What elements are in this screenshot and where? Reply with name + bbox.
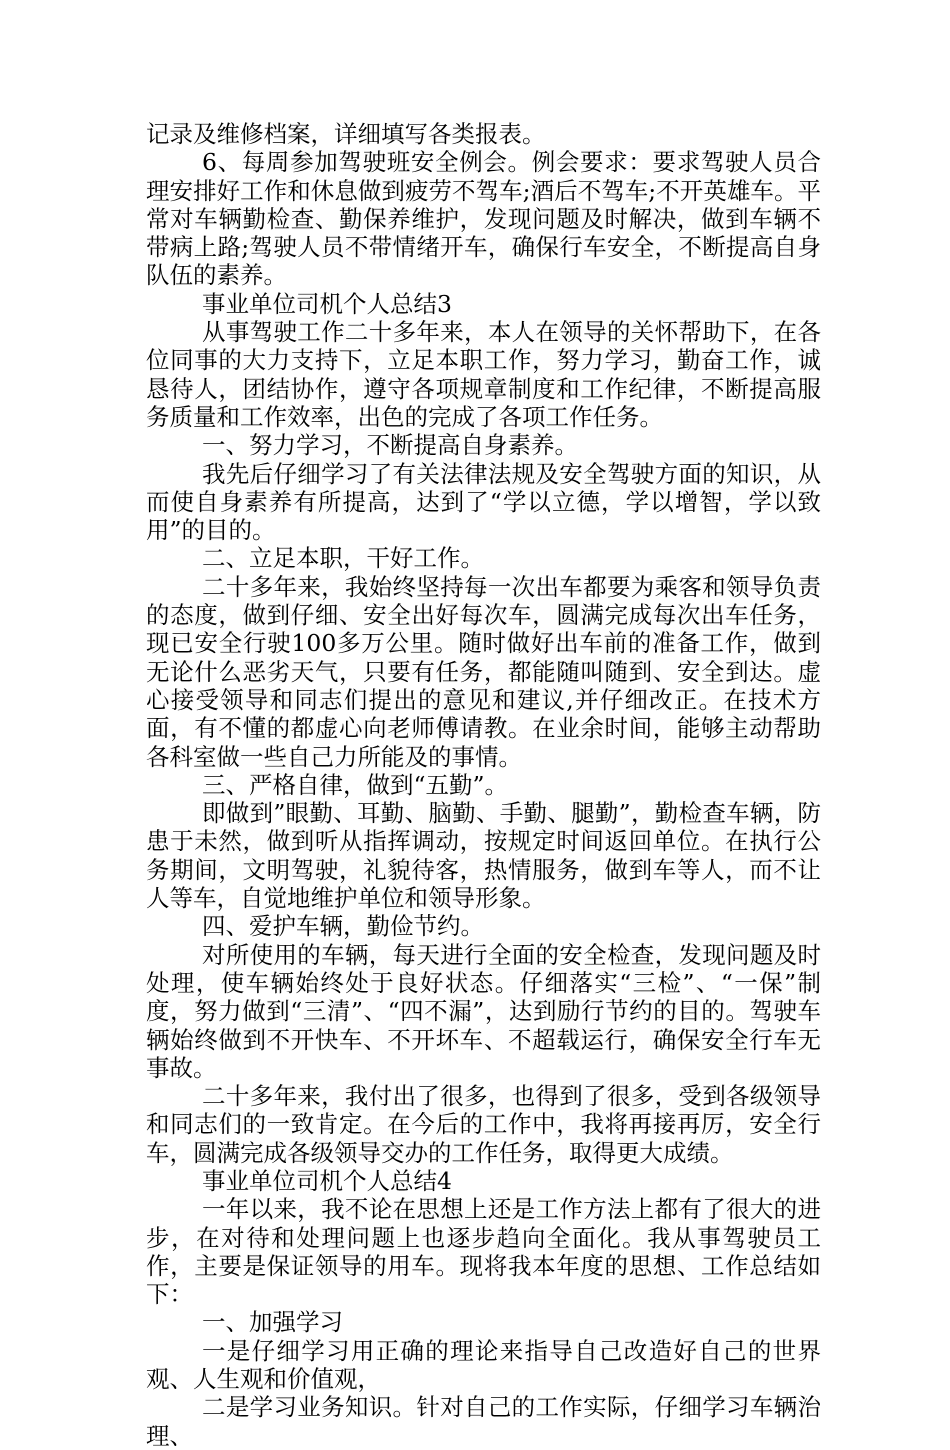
- paragraph: 6、每周参加驾驶班安全例会。例会要求：要求驾驶人员合理安排好工作和休息做到疲劳不驾车;酒后不驾车;不开英雄车。平常对车辆勤检查、勤保养维护，发现问题及时解决，做到车辆不带病上路;驾驶人员不带情绪开车，确保行车安全，不断提高自身队伍的素养。: [146, 148, 821, 290]
- paragraph: 对所使用的车辆，每天进行全面的安全检查，发现问题及时处理，使车辆始终处于良好状态。仔细落实“三检”、“一保”制度，努力做到“三清”、“四不漏”，达到励行节约的目的。驾驶车辆始终做到不开快车、不开坏车、不超载运行，确保安全行车无事故。: [146, 940, 821, 1082]
- paragraph: 一是仔细学习用正确的理论来指导自己改造好自己的世界观、人生观和价值观，: [146, 1336, 821, 1394]
- section-heading: 事业单位司机个人总结3: [202, 289, 452, 318]
- subheading: 二、立足本职，干好工作。: [202, 544, 484, 573]
- paragraph: 二是学习业务知识。针对自己的工作实际，仔细学习车辆治理、: [146, 1393, 821, 1450]
- paragraph: 二十多年来，我始终坚持每一次出车都要为乘客和领导负责的态度，做到仔细、安全出好每次车，圆满完成每次出车任务，现已安全行驶100多万公里。随时做好出车前的准备工作，做到无论什么恶劣天气，只要有任务，都能随叫随到、安全到达。虚心接受领导和同志们提出的意见和建议,并仔细改正。在技术方面，有不懂的都虚心向老师傅请教。在业余时间，能够主动帮助各科室做一些自己力所能及的事情。: [146, 572, 821, 771]
- subheading: 一、努力学习，不断提高自身素养。: [202, 431, 578, 460]
- subheading: 一、加强学习: [202, 1308, 343, 1337]
- paragraph: 我先后仔细学习了有关法律法规及安全驾驶方面的知识，从而使自身素养有所提高，达到了“学以立德，学以增智，学以致用”的目的。: [146, 459, 821, 545]
- paragraph: 一年以来，我不论在思想上还是工作方法上都有了很大的进步，在对待和处理问题上也逐步趋向全面化。我从事驾驶员工作，主要是保证领导的用车。现将我本年度的思想、工作总结如下：: [146, 1195, 821, 1309]
- subheading: 四、爱护车辆，勤俭节约。: [202, 912, 484, 941]
- subheading: 三、严格自律，做到“五勤”。: [202, 770, 509, 799]
- paragraph: 即做到”眼勤、耳勤、脑勤、手勤、腿勤”，勤检查车辆，防患于未然，做到听从指挥调动，按规定时间返回单位。在执行公务期间，文明驾驶，礼貌待客，热情服务，做到车等人，而不让人等车，自觉地维护单位和领导形象。: [146, 799, 821, 913]
- paragraph: 从事驾驶工作二十多年来，本人在领导的关怀帮助下，在各位同事的大力支持下，立足本职工作，努力学习，勤奋工作，诚恳待人，团结协作，遵守各项规章制度和工作纪律，不断提高服务质量和工作效率，出色的完成了各项工作任务。: [146, 318, 821, 431]
- document-body: [146, 120, 821, 1450]
- paragraph: 记录及维修档案，详细填写各类报表。: [146, 120, 546, 148]
- section-heading: 事业单位司机个人总结4: [202, 1166, 452, 1195]
- paragraph: 二十多年来，我付出了很多，也得到了很多，受到各级领导和同志们的一致肯定。在今后的工作中，我将再接再厉，安全行车，圆满完成各级领导交办的工作任务，取得更大成绩。: [146, 1082, 821, 1167]
